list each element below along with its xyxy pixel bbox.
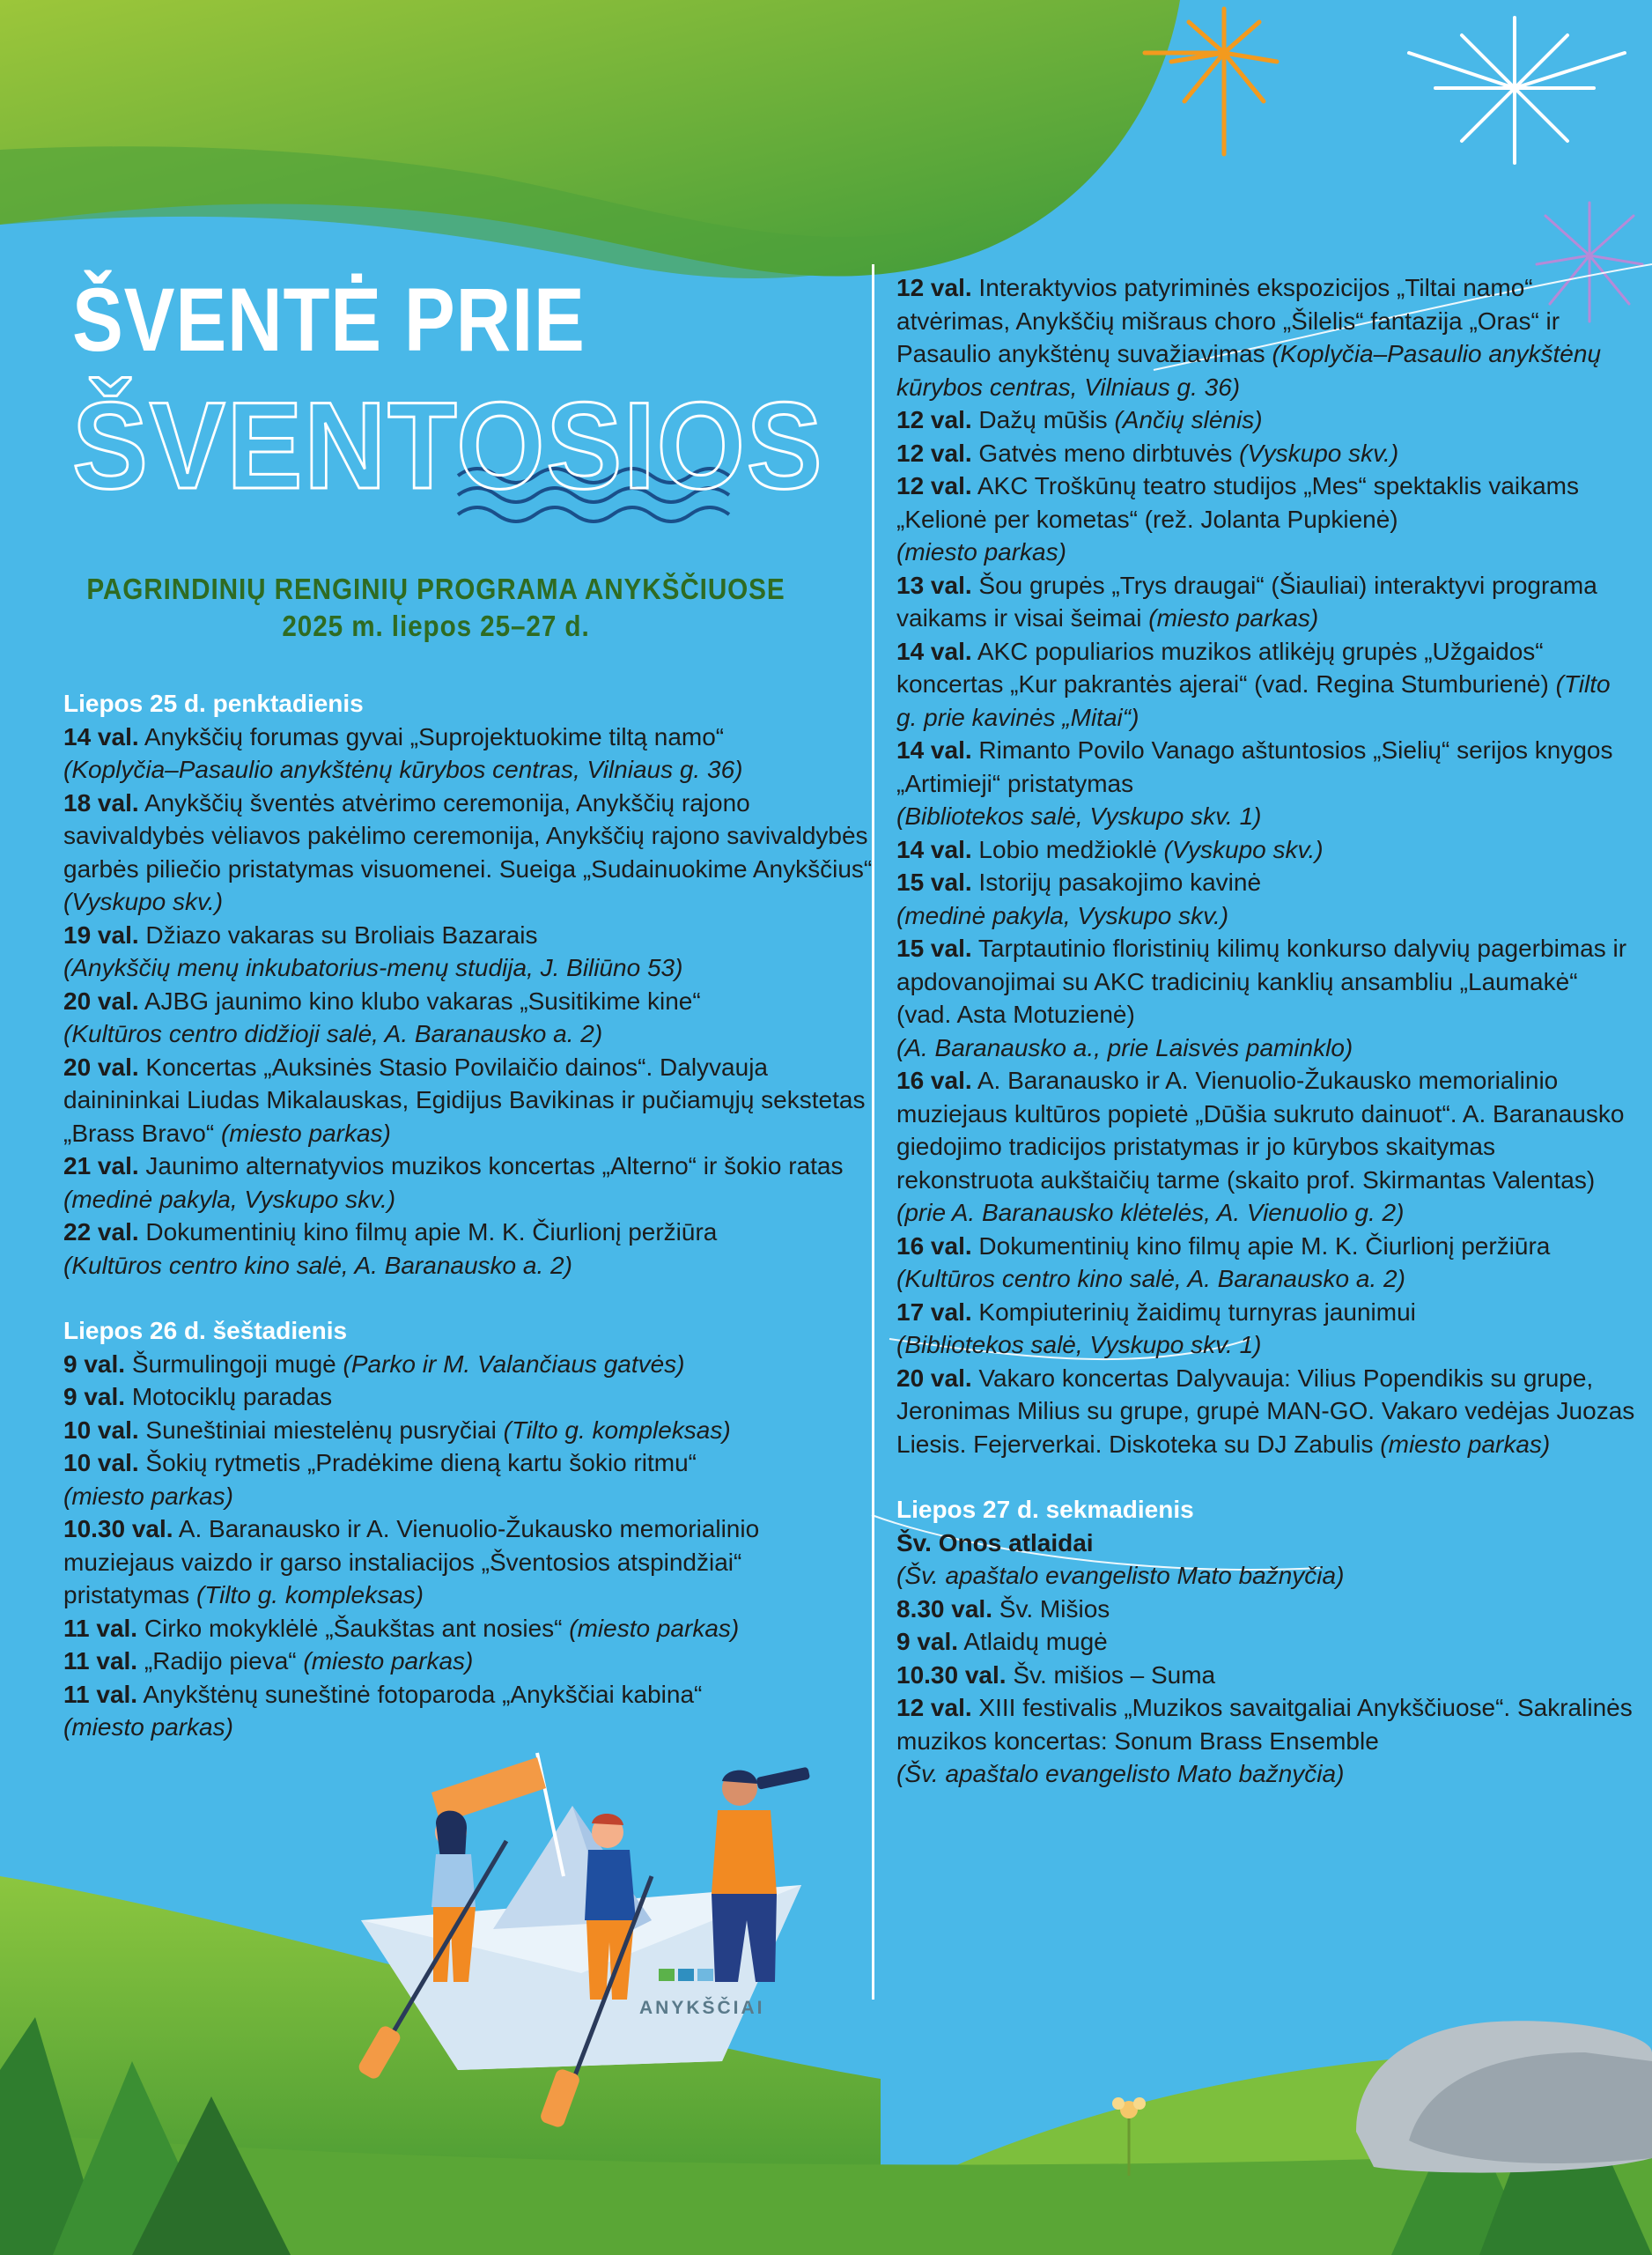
event-time: 12 val. — [896, 274, 972, 301]
event-text: Suneštiniai miestelėnų pusryčiai — [145, 1416, 497, 1444]
day-heading: Liepos 25 d. penktadienis — [63, 690, 364, 717]
event-text: Interaktyvios patyriminės ekspozicijos „Tiltai namo“ atvėrimas, Anykščių mišraus choro „Šilelis“ fantazija „Oras“ ir Pasaulio anykštėnų suvažiavimas — [896, 274, 1560, 367]
program-subtitle — [35, 571, 837, 645]
event-text: AKC Troškūnų teatro studijos „Mes“ spektaklis vaikams „Kelionė per kometas“ (rež. Jolanta Pupkienė) — [896, 472, 1580, 533]
event-time: 22 val. — [63, 1218, 139, 1246]
poster-title-line1: ŠVENTĖ PRIE — [72, 270, 586, 370]
event-place: (Tilto g. prie kavinės „Mitai“) — [896, 670, 1611, 731]
event-time: 13 val. — [896, 571, 972, 599]
event — [896, 1064, 1636, 1230]
event-place: (miesto parkas) — [220, 1119, 391, 1147]
event-place: (Bibliotekos salė, Vyskupo skv. 1) — [896, 802, 1262, 830]
event-text: Anykščių forumas gyvai „Suprojektuokime tiltą namo“ — [144, 722, 725, 750]
event-text: Šou grupės „Trys draugai“ (Šiauliai) interaktyvi programa vaikams ir visai šeimai — [896, 571, 1597, 632]
event-place: (Koplyčia–Pasaulio anykštėnų kūrybos centras, Vilniaus g. 36) — [63, 756, 743, 783]
event-place: (medinė pakyla, Vyskupo skv.) — [63, 1185, 396, 1213]
event — [896, 1296, 1636, 1362]
event-text: Tarptautinio floristinių kilimų konkurso dalyvių pagerbimas ir apdovanojimai su AKC tradicinių kanklių ansambliu „Laumakė“ (vad. Asta Motuzienė) — [896, 935, 1627, 1028]
program-column-left — [63, 687, 874, 1777]
feast-title: Šv. Onos atlaidai — [896, 1528, 1094, 1556]
event-time: 15 val. — [896, 869, 972, 896]
event-time: 10.30 val. — [896, 1660, 1007, 1689]
event-place: (Tilto g. kompleksas) — [195, 1581, 424, 1608]
event — [63, 1051, 874, 1150]
event-place: (A. Baranausko a., prie Laisvės paminklo) — [896, 1033, 1353, 1061]
event-time: 14 val. — [896, 835, 972, 863]
event — [63, 1678, 874, 1744]
event-text: Vakaro koncertas Dalyvauja: Vilius Popendikis su grupe, Jeronimas Milius su grupe, grupė MAN-GO. Vakaro vedėjas Juozas Liesis. Fejerverkai. Diskoteka su DJ Zabulis — [896, 1364, 1635, 1458]
event-place: (miesto parkas) — [63, 1482, 233, 1510]
event-text: Anykštėnų suneštinė fotoparoda „Anykščiai kabina“ — [143, 1680, 703, 1708]
event-place: (Šv. apaštalo evangelisto Mato bažnyčia) — [896, 1760, 1345, 1787]
event-time: 16 val. — [896, 1231, 972, 1260]
subtitle-line1: PAGRINDINIŲ RENGINIŲ PROGRAMA ANYKŠČIUOSE — [86, 573, 785, 605]
event — [896, 569, 1636, 635]
event-place: (Vyskupo skv.) — [1163, 835, 1324, 863]
event-place: (miesto parkas) — [63, 1713, 233, 1741]
event-place: (Vyskupo skv.) — [63, 888, 224, 915]
event-place: (miesto parkas) — [1380, 1430, 1551, 1458]
event-text: Istorijų pasakojimo kavinė — [978, 869, 1262, 896]
anyksciai-logo-text: ANYKŠČIAI — [639, 1998, 765, 2018]
event — [896, 1625, 1636, 1659]
event-place: (Kultūros centro didžioji salė, A. Baranausko a. 2) — [63, 1020, 603, 1047]
event — [896, 1230, 1636, 1296]
event — [896, 469, 1636, 569]
event-text: Šv. mišios – Suma — [1013, 1660, 1216, 1689]
event-time: 21 val. — [63, 1152, 139, 1179]
day-heading: Liepos 26 d. šeštadienis — [63, 1317, 348, 1344]
subtitle-date: 2025 m. liepos 25–27 d. — [282, 610, 590, 642]
event-time: 10 val. — [63, 1449, 139, 1476]
event — [896, 1362, 1636, 1461]
event-time: 14 val. — [896, 637, 972, 665]
event-text: A. Baranausko ir A. Vienuolio-Žukausko memorialinio muziejaus kultūros popietė „Dūšia sukruto dainuot“. A. Baranausko giedojimo tradicijos pristatymas ir jo kūrybos skaitymas rekonstruota aukštaičių tarme (skaito prof. Skirmantas Valentas) — [896, 1067, 1625, 1194]
event — [63, 721, 874, 787]
event-text: Gatvės meno dirbtuvės — [978, 439, 1233, 467]
event — [63, 787, 874, 919]
event-time: 15 val. — [896, 935, 972, 962]
day-july-27 — [896, 1493, 1636, 1791]
event-text: AJBG jaunimo kino klubo vakaras „Susitikime kine“ — [144, 987, 701, 1015]
event-time: 19 val. — [63, 920, 139, 949]
event-place: (miesto parkas) — [569, 1614, 740, 1642]
event-time: 12 val. — [896, 406, 972, 433]
event-text: Atlaidų mugė — [963, 1628, 1108, 1655]
event-time: 9 val. — [63, 1349, 126, 1378]
event-text: Jaunimo alternatyvios muzikos koncertas „Alterno“ ir šokio ratas — [145, 1152, 844, 1179]
event — [896, 866, 1636, 932]
event — [896, 734, 1636, 833]
event-time: 11 val. — [63, 1647, 138, 1675]
event-time: 12 val. — [896, 439, 972, 467]
event — [896, 635, 1636, 735]
event — [63, 1414, 874, 1447]
event-place: (Ančių slėnis) — [1114, 406, 1263, 433]
event — [896, 932, 1636, 1064]
event-text: Lobio medžioklė — [978, 835, 1157, 863]
event-time: 20 val. — [63, 987, 139, 1015]
event-time: 17 val. — [896, 1298, 972, 1326]
event — [896, 403, 1636, 437]
event-time: 20 val. — [896, 1364, 972, 1392]
event-text: Šurmulingoji mugė — [131, 1349, 336, 1378]
event-place: (medinė pakyla, Vyskupo skv.) — [896, 901, 1229, 929]
poster-title-line2: ŠVENTOSIOS — [72, 376, 824, 514]
event — [896, 1659, 1636, 1692]
event-place: (Vyskupo skv.) — [1239, 439, 1399, 467]
event-text: Cirko mokyklėlė „Šaukštas ant nosies“ — [144, 1614, 563, 1642]
event-place: (Koplyčia–Pasaulio anykštėnų kūrybos centras, Vilniaus g. 36) — [896, 340, 1602, 401]
event — [63, 1150, 874, 1216]
event-text: Šokių rytmetis „Pradėkime dieną kartu šokio ritmu“ — [145, 1449, 697, 1476]
event-time: 10 val. — [63, 1416, 139, 1444]
event-time: 11 val. — [63, 1614, 138, 1642]
day-july-26-part2 — [896, 271, 1636, 1460]
event-text: Dažų mūšis — [978, 406, 1108, 433]
event-text: Džiazo vakaras su Broliais Bazarais — [145, 920, 538, 949]
event-place: (Bibliotekos salė, Vyskupo skv. 1) — [896, 1331, 1262, 1358]
event-text: „Radijo pieva“ — [144, 1647, 297, 1675]
event-time: 14 val. — [896, 736, 972, 764]
event-text: Dokumentinių kino filmų apie M. K. Čiurlionį peržiūra — [145, 1218, 718, 1246]
event-text: Šv. Mišios — [999, 1594, 1110, 1623]
event-time: 11 val. — [63, 1680, 138, 1708]
event-time: 10.30 val. — [63, 1515, 173, 1542]
event — [63, 919, 874, 985]
event — [63, 1348, 874, 1381]
event-place: (prie A. Baranausko klėtelės, A. Vienuolio g. 2) — [896, 1199, 1405, 1226]
event-place: (Kultūros centro kino salė, A. Baranausko a. 2) — [63, 1251, 572, 1279]
day-july-25 — [63, 687, 874, 1282]
event — [63, 1612, 874, 1645]
firework-white — [1409, 18, 1625, 163]
event-text: AKC populiarios muzikos atlikėjų grupės „Užgaidos“ koncertas „Kur pakrantės ajerai“ (vad. Regina Stumburienė) — [896, 637, 1549, 698]
event-time: 8.30 val. — [896, 1594, 992, 1623]
event-text: Dokumentinių kino filmų apie M. K. Čiurlionį peržiūra — [978, 1231, 1551, 1260]
event — [896, 437, 1636, 470]
program-column-right — [896, 271, 1636, 1823]
event — [63, 985, 874, 1051]
event-place: (Kultūros centro kino salė, A. Baranausko a. 2) — [896, 1265, 1405, 1292]
feast-place: (Šv. apaštalo evangelisto Mato bažnyčia) — [896, 1562, 1345, 1589]
event-text: A. Baranausko ir A. Vienuolio-Žukausko memorialinio muziejaus vaizdo ir garso instaliacijos „Šventosios atspindžiai“ pristatymas — [63, 1515, 760, 1608]
event — [63, 1380, 874, 1414]
event — [896, 833, 1636, 867]
event-text: Koncertas „Auksinės Stasio Povilaičio dainos“. Dalyvauja dainininkai Liudas Mikalauskas, Egidijus Bavikinas ir pučiamųjų sekstetas „Brass Bravo“ — [63, 1053, 866, 1147]
person-man-spyglass — [712, 1767, 810, 1982]
event-text: Anykščių šventės atvėrimo ceremonija, Anykščių rajono savivaldybės vėliavos pakėlimo ceremonija, Anykščių rajono savivaldybės garbės piliečio pristatymas visuomenei. Sueiga „Sudainuokime Anykščius“ — [63, 788, 873, 883]
event-time: 9 val. — [896, 1628, 959, 1655]
event-time: 20 val. — [63, 1053, 139, 1081]
event-place: (Anykščių menų inkubatorius-menų studija, J. Biliūno 53) — [63, 954, 683, 981]
event-place: (Parko ir M. Valančiaus gatvės) — [343, 1349, 685, 1378]
event — [896, 1593, 1636, 1626]
event-time: 16 val. — [896, 1067, 972, 1094]
event — [896, 271, 1636, 403]
event-text: Motociklų paradas — [131, 1383, 333, 1410]
day-heading: Liepos 27 d. sekmadienis — [896, 1496, 1194, 1523]
event — [63, 1216, 874, 1282]
event-time: 18 val. — [63, 788, 139, 817]
event-text: Kompiuterinių žaidimų turnyras jaunimui — [978, 1298, 1416, 1326]
event — [896, 1691, 1636, 1791]
event — [63, 1645, 874, 1678]
event — [63, 1512, 874, 1612]
event-text: XIII festivalis „Muzikos savaitgaliai Anykščiuose“. Sakralinės muzikos koncertas: Sonum Brass Ensemble — [896, 1694, 1633, 1755]
event-place: (miesto parkas) — [896, 538, 1066, 566]
event-place: (Tilto g. kompleksas) — [503, 1416, 731, 1444]
event-time: 12 val. — [896, 1694, 972, 1721]
event-time: 12 val. — [896, 472, 972, 499]
event-place: (miesto parkas) — [303, 1647, 474, 1675]
event-place: (miesto parkas) — [1148, 604, 1319, 632]
event-time: 14 val. — [63, 722, 139, 750]
event — [63, 1446, 874, 1512]
event-time: 9 val. — [63, 1383, 126, 1410]
day-july-26-part1 — [63, 1314, 874, 1744]
event-text: Rimanto Povilo Vanago aštuntosios „Sielių“ serijos knygos „Artimieji“ pristatymas — [896, 736, 1613, 797]
